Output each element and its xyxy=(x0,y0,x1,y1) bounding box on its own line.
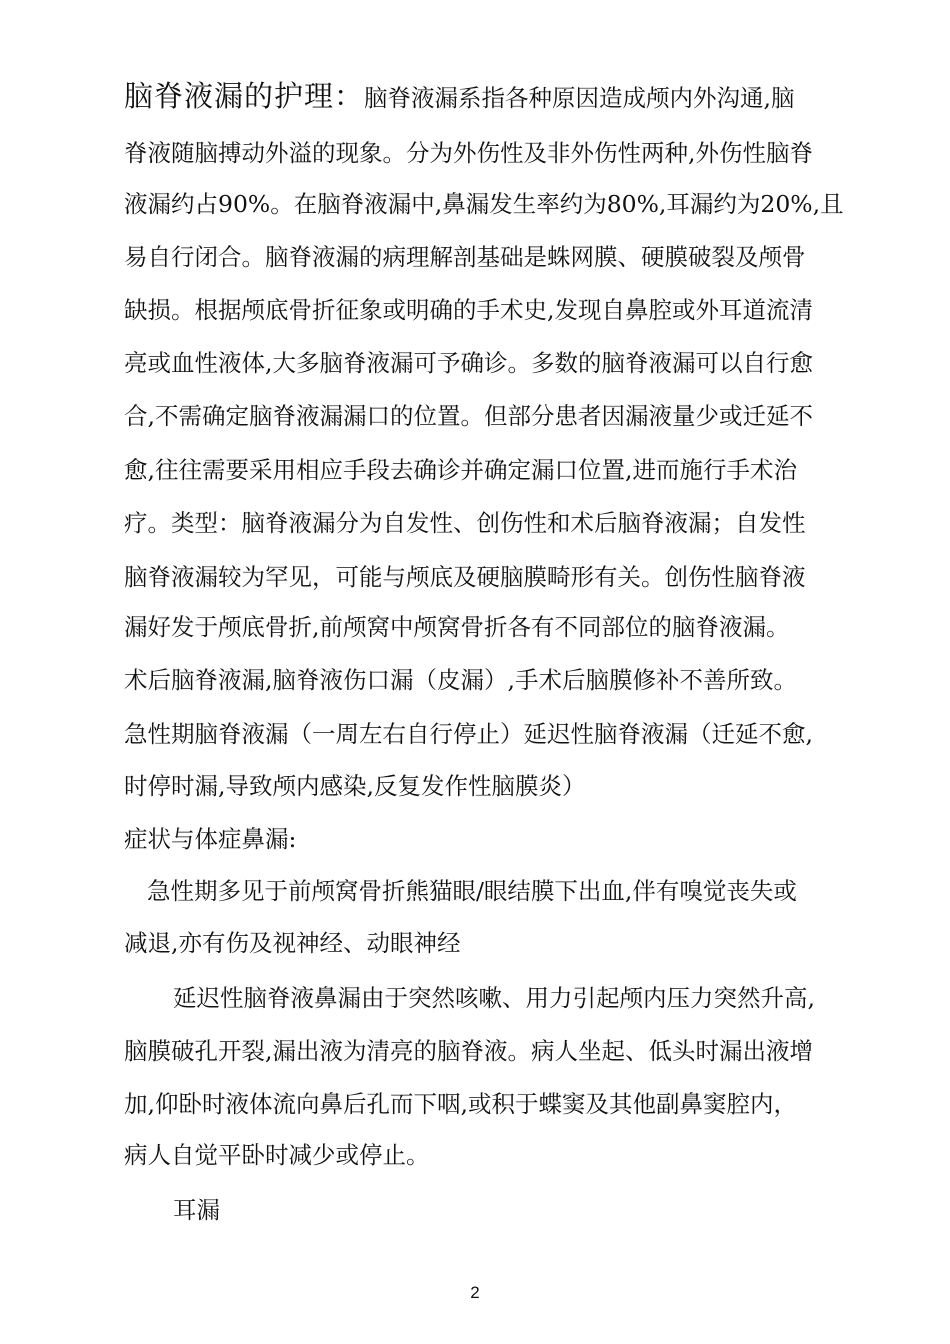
paragraph-line: 脑膜破孔开裂,漏出液为清亮的脑脊液。病人坐起、低头时漏出液增 xyxy=(124,1037,813,1065)
paragraph-line: 脑脊液漏系指各种原因造成颅内外沟通,脑 xyxy=(364,84,795,112)
paragraph-line: 时停时漏,导致颅内感染,反复发作性脑膜炎） xyxy=(124,772,586,800)
paragraph-line: 亮或血性液体,大多脑脊液漏可予确诊。多数的脑脊液漏可以自行愈 xyxy=(124,349,813,377)
paragraph-line: 术后脑脊液漏,脑脊液伤口漏（皮漏）,手术后脑膜修补不善所致。 xyxy=(124,666,797,694)
page-number: 2 xyxy=(470,1283,480,1302)
paragraph-line: 液漏约占90%。在脑脊液漏中,鼻漏发生率约为80%,耳漏约为20%,且 xyxy=(124,190,844,218)
paragraph-line: 急性期多见于前颅窝骨折熊猫眼/眼结膜下出血,伴有嗅觉丧失或 xyxy=(147,877,797,905)
paragraph-line: 愈,往往需要采用相应手段去确诊并确定漏口位置,进而施行手术治 xyxy=(124,456,797,484)
subheading: 耳漏 xyxy=(173,1196,220,1224)
paragraph-line: 缺损。根据颅底骨折征象或明确的手术史,发现自鼻腔或外耳道流清 xyxy=(124,296,813,324)
paragraph-line: 加,仰卧时液体流向鼻后孔而下咽,或积于蝶窦及其他副鼻窦腔内， xyxy=(124,1090,797,1118)
paragraph-line: 合,不需确定脑脊液漏漏口的位置。但部分患者因漏液量少或迁延不 xyxy=(124,402,813,430)
paragraph-line: 急性期脑脊液漏（一周左右自行停止）延迟性脑脊液漏（迁延不愈, xyxy=(124,720,813,748)
paragraph-line: 脊液随脑搏动外溢的现象。分为外伤性及非外伤性两种,外伤性脑脊 xyxy=(124,139,813,167)
paragraph-line: 疗。类型：脑脊液漏分为自发性、创伤性和术后脑脊液漏；自发性 xyxy=(124,509,806,537)
paragraph-line: 减退,亦有伤及视神经、动眼神经 xyxy=(124,929,461,957)
subheading: 症状与体症鼻漏: xyxy=(124,825,297,853)
paragraph-line: 易自行闭合。脑脊液漏的病理解剖基础是蛛网膜、硬膜破裂及颅骨 xyxy=(124,243,806,271)
section-title: 脑脊液漏的护理： xyxy=(124,79,365,113)
paragraph-line: 病人自觉平卧时减少或停止。 xyxy=(124,1141,430,1169)
paragraph-line: 漏好发于颅底骨折,前颅窝中颅窝骨折各有不同部位的脑脊液漏。 xyxy=(124,613,790,641)
paragraph-line: 延迟性脑脊液鼻漏由于突然咳嗽、用力引起颅内压力突然升高, xyxy=(173,984,815,1012)
paragraph-line: 脑脊液漏较为罕见，可能与颅底及硬脑膜畸形有关。创伤性脑脊液 xyxy=(124,563,806,591)
first-line xyxy=(124,81,795,113)
